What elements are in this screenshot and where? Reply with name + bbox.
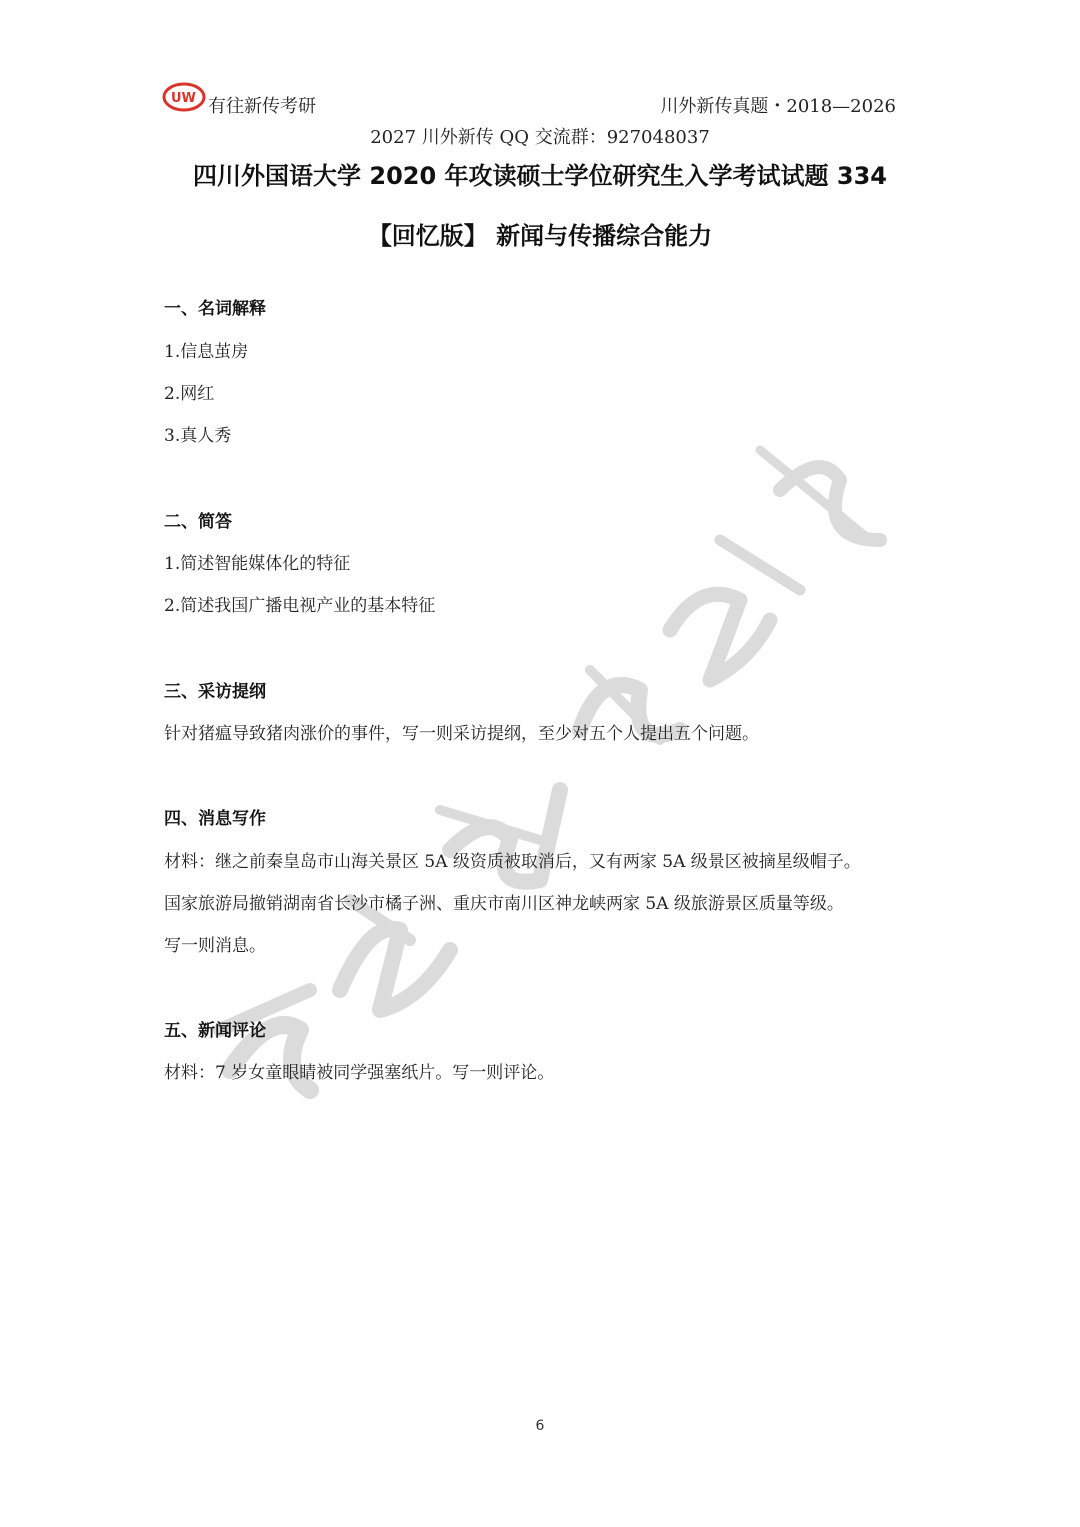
- header-brand: 有往新传考研: [208, 96, 316, 117]
- list-item: 2.简述我国广播电视产业的基本特征: [164, 596, 436, 616]
- section-heading: 二、简答: [164, 512, 232, 532]
- exam-title: 四川外国语大学 2020 年攻读硕士学位研究生入学考试试题 334: [193, 162, 887, 190]
- section-heading: 五、新闻评论: [164, 1021, 266, 1041]
- section-heading: 三、采访提纲: [164, 682, 266, 702]
- section-heading: 四、消息写作: [164, 809, 266, 829]
- header-qq-group: 2027 川外新传 QQ 交流群：927048037: [370, 127, 710, 148]
- paragraph-line: 写一则消息。: [164, 936, 266, 956]
- svg-text:UW: UW: [171, 91, 196, 106]
- paragraph-line: 材料：7 岁女童眼睛被同学强塞纸片。写一则评论。: [164, 1063, 555, 1083]
- watermark-calligraphy: [200, 430, 920, 1130]
- paragraph-line: 针对猪瘟导致猪肉涨价的事件，写一则采访提纲，至少对五个人提出五个问题。: [164, 724, 759, 744]
- list-item: 2.网红: [164, 384, 215, 404]
- paragraph-line: 材料：继之前秦皇岛市山海关景区 5A 级资质被取消后，又有两家 5A 级景区被摘星级帽子。: [164, 852, 861, 872]
- list-item: 1.简述智能媒体化的特征: [164, 554, 351, 574]
- header-series: 川外新传真题・2018—2026: [660, 96, 896, 117]
- section-heading: 一、名词解释: [164, 299, 266, 319]
- paragraph-line: 国家旅游局撤销湖南省长沙市橘子洲、重庆市南川区神龙峡两家 5A 级旅游景区质量等级。: [164, 894, 844, 914]
- exam-subtitle: 【回忆版】 新闻与传播综合能力: [367, 222, 713, 250]
- list-item: 1.信息茧房: [164, 342, 249, 362]
- page-number: 6: [535, 1418, 545, 1434]
- yww-logo-icon: [162, 80, 212, 114]
- list-item: 3.真人秀: [164, 426, 232, 446]
